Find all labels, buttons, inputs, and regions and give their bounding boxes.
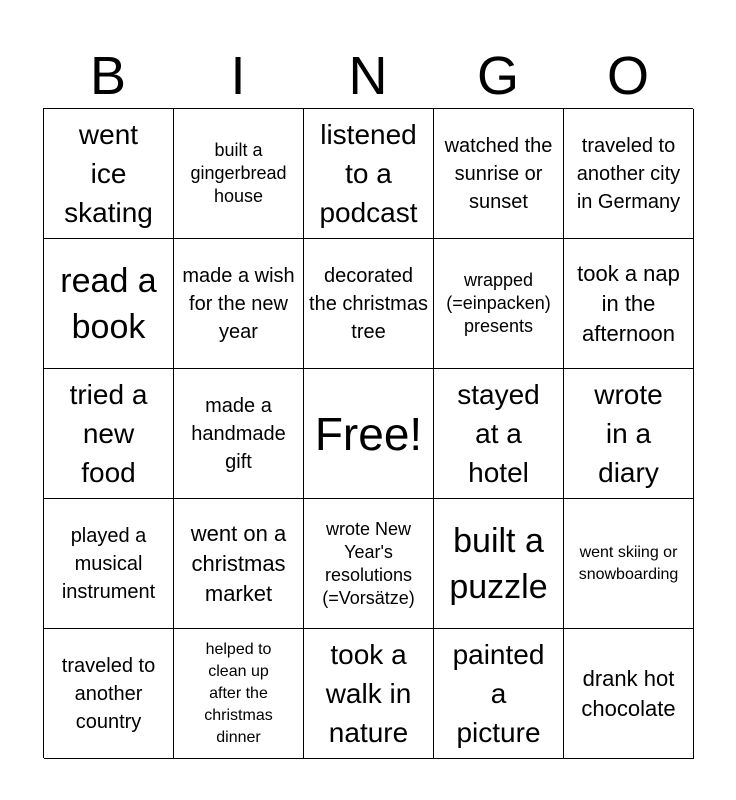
bingo-cell [174,629,304,759]
cell-text: traveled to another city in Germany [576,134,681,213]
bingo-cell [174,239,304,369]
bingo-cell [304,499,434,629]
header-letter-b: B [89,46,127,106]
bingo-cell [44,629,174,759]
cell-text: listened to a podcast [319,119,418,228]
header-letter-i: I [230,46,246,106]
bingo-cell [44,239,174,369]
bingo-cell [44,109,174,239]
bingo-cell [174,499,304,629]
cell-text: painted a picture [452,639,545,748]
cell-text: decorated the christmas tree [309,264,428,343]
cell-text: helped to clean up after the christmas dinner [204,640,273,746]
header-letter-g: G [476,46,519,106]
bingo-cell [434,629,564,759]
free-space-cell [304,369,434,499]
bingo-cell [434,239,564,369]
bingo-cell [434,499,564,629]
cell-text: made a handmade gift [191,394,286,473]
cell-text: built a puzzle [449,521,548,606]
cell-text: read a book [60,261,157,346]
cell-text: went ice skating [64,119,153,228]
free-space-text: Free! [314,407,423,460]
cell-text: wrapped (=einpacken) presents [446,270,551,336]
bingo-cell [174,369,304,499]
bingo-cell [564,499,694,629]
cell-text: wrote in a diary [594,379,663,488]
bingo-cell [564,239,694,369]
bingo-cell [304,629,434,759]
cell-text: built a gingerbread house [190,140,287,206]
bingo-cell [564,629,694,759]
header-letter-n: N [348,46,388,106]
header-letter-o: O [606,46,649,106]
cell-text: tried a new food [69,379,148,488]
cell-text: drank hot chocolate [581,665,676,721]
cell-text: took a nap in the afternoon [577,260,680,346]
cell-text: watched the sunrise or sunset [444,134,553,213]
bingo-cell [174,109,304,239]
bingo-cell [304,109,434,239]
cell-text: went skiing or snowboarding [578,543,679,583]
bingo-header [43,44,693,108]
cell-text: played a musical instrument [61,524,156,603]
bingo-cell [564,369,694,499]
bingo-card-grid [43,108,693,758]
cell-text: went on a christmas market [190,520,287,606]
cell-text: wrote New Year's resolutions (=Vorsätze) [322,518,415,608]
cell-text: traveled to another country [61,654,156,733]
bingo-cell [434,109,564,239]
cell-text: made a wish for the new year [182,264,295,343]
bingo-cell [564,109,694,239]
cell-text: stayed at a hotel [457,379,540,488]
bingo-cell [434,369,564,499]
bingo-cell [304,239,434,369]
bingo-cell [44,499,174,629]
bingo-cell [44,369,174,499]
cell-text: took a walk in nature [325,639,412,748]
